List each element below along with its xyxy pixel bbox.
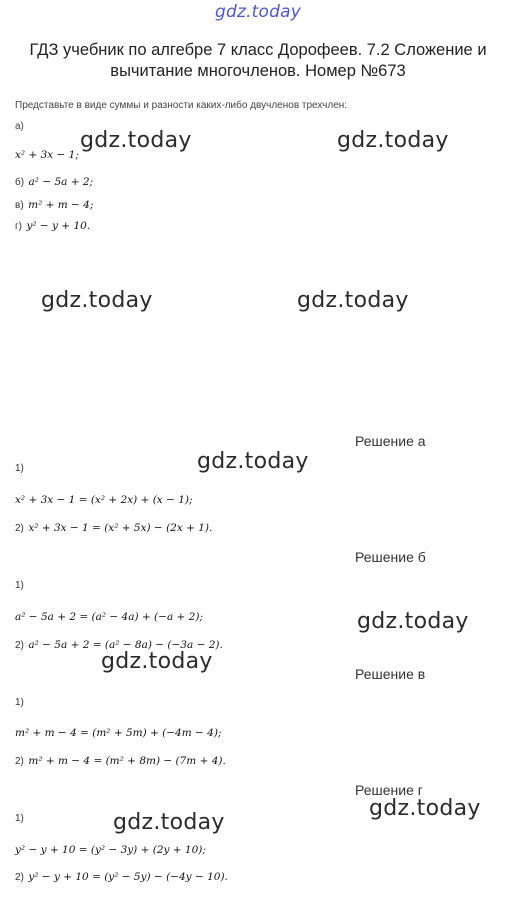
solution-c-line2 (15, 751, 226, 769)
watermark: gdz.today (369, 796, 481, 821)
task-item-b (15, 172, 93, 190)
solution-a-step: 1) (15, 463, 24, 474)
solution-c-line2-expr: m² + m − 4 = (m² + 8m) − (7m + 4). (28, 755, 226, 767)
watermark: gdz.today (357, 609, 469, 634)
watermark: gdz.today (297, 288, 409, 313)
solution-b-line1: a² − 5a + 2 = (a² − 4a) + (−a + 2); (15, 611, 204, 623)
solution-a-line2-label: 2) (15, 523, 24, 534)
solution-d-line1: y² − y + 10 = (y² − 3y) + (2y + 10); (15, 844, 206, 856)
task-expr-c: m² + m − 4; (28, 199, 94, 211)
solution-b-heading: Решение б (355, 549, 426, 565)
page-title: ГДЗ учебник по алгебре 7 класс Дорофеев. 7.2 Сложение и вычитание многочленов. Номер №673 (29, 41, 487, 80)
solution-a-line2 (15, 518, 212, 536)
task-expr-b: a² − 5a + 2; (28, 176, 94, 188)
task-label-b: б) (15, 177, 25, 188)
solution-d-step: 1) (15, 813, 24, 824)
solution-b-line2 (15, 635, 223, 653)
solution-a-line2-expr: x² + 3x − 1 = (x² + 5x) − (2x + 1). (28, 522, 213, 534)
task-item-d (15, 216, 90, 234)
watermark: gdz.today (101, 649, 213, 674)
watermark: gdz.today (41, 288, 153, 313)
solution-a-line1: x² + 3x − 1 = (x² + 2x) + (x − 1); (15, 494, 193, 506)
solution-d-line2-label: 2) (15, 872, 24, 883)
solution-c-heading: Решение в (355, 666, 426, 682)
solution-a-heading: Решение а (355, 433, 426, 449)
site-logo[interactable]: gdz.today (214, 2, 302, 22)
task-expr-d: y² − y + 10. (26, 220, 91, 232)
solution-d-heading: Решение г (355, 782, 423, 798)
task-label-a: а) (15, 121, 24, 132)
watermark: gdz.today (80, 128, 192, 153)
solution-b-step: 1) (15, 580, 24, 591)
solution-c-line2-label: 2) (15, 756, 24, 767)
solution-d-line2-expr: y² − y + 10 = (y² − 5y) − (−4y − 10). (28, 871, 228, 883)
task-item-c (15, 195, 93, 213)
solution-d-line2 (15, 867, 228, 885)
solution-b-line2-expr: a² − 5a + 2 = (a² − 8a) − (−3a − 2). (28, 639, 223, 651)
task-expr-a: x² + 3x − 1; (15, 149, 79, 161)
solution-b-line2-label: 2) (15, 640, 24, 651)
task-label-d: г) (15, 221, 22, 232)
solution-c-line1: m² + m − 4 = (m² + 5m) + (−4m − 4); (15, 727, 222, 739)
watermark: gdz.today (337, 128, 449, 153)
task-label-c: в) (15, 200, 24, 211)
solution-c-step: 1) (15, 697, 24, 708)
task-prompt: Представьте в виде суммы и разности каких-либо двучленов трехчлен: (15, 100, 348, 111)
watermark: gdz.today (113, 810, 225, 835)
watermark: gdz.today (197, 449, 309, 474)
